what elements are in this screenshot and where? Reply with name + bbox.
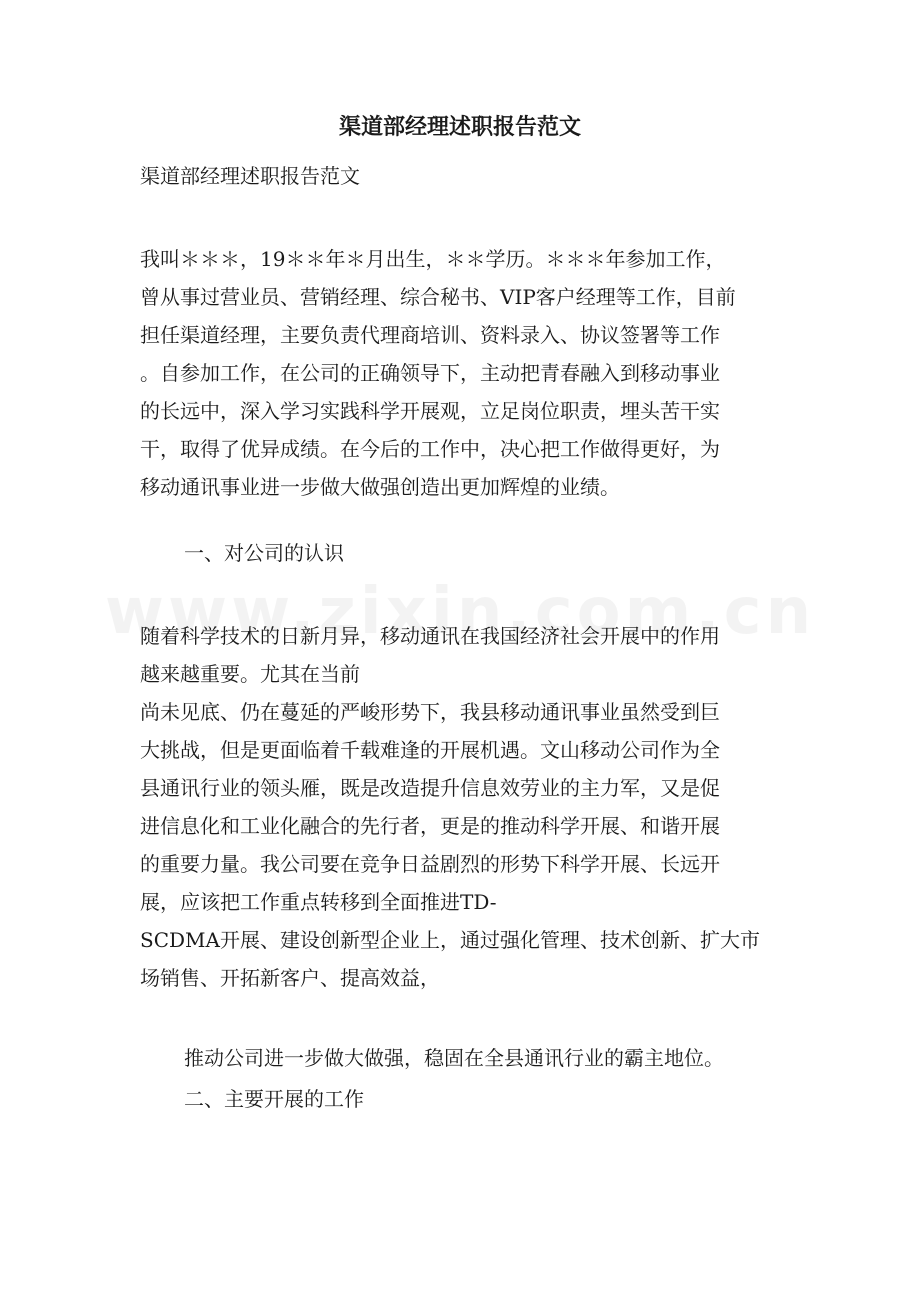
paragraph-intro [140,240,780,506]
text-line: 干，取得了优异成绩。在今后的工作中，决心把工作做得更好，为 [140,437,720,461]
text-line: 的重要力量。我公司要在竞争日益剧烈的形势下科学开展、长远开 [140,852,720,876]
paragraph-conclusion: 推动公司进一步做大做强，稳固在全县通讯行业的霸主地位。 [184,1046,724,1070]
text-line: 大挑战，但是更面临着千载难逢的开展机遇。文山移动公司作为全 [140,738,720,762]
document-subtitle: 渠道部经理述职报告范文 [140,164,360,188]
paragraph-conclusion-block [140,1039,780,1077]
document-title: 渠道部经理述职报告范文 [338,114,581,140]
section-heading-2: 二、主要开展的工作 [184,1087,364,1111]
document-subtitle-block [140,157,780,195]
text-line: 尚未见底、仍在蔓延的严峻形势下，我县移动通讯事业虽然受到巨 [140,700,720,724]
text-line: SCDMA开展、建设创新型企业上，通过强化管理、技术创新、扩大市 [140,928,760,952]
text-line: 展，应该把工作重点转移到全面推进TD- [140,890,497,914]
text-line: 随着科学技术的日新月异，移动通讯在我国经济社会开展中的作用 [140,624,720,648]
paragraph-company-understanding [140,617,780,997]
text-line: 移动通讯事业进一步做大做强创造出更加辉煌的业绩。 [140,475,620,499]
text-line: 曾从事过营业员、营销经理、综合秘书、VIP客户经理等工作，目前 [140,285,736,309]
text-line: 越来越重要。尤其在当前 [140,662,360,686]
text-line: 县通讯行业的领头雁，既是改造提升信息效劳业的主力军，又是促 [140,776,720,800]
text-line: 场销售、开拓新客户、提高效益， [140,966,440,990]
text-line: 担任渠道经理，主要负责代理商培训、资料录入、协议签署等工作 [140,323,720,347]
section-heading-1: 一、对公司的认识 [184,541,344,565]
text-line: 的长远中，深入学习实践科学开展观，立足岗位职责，埋头苦干实 [140,399,720,423]
text-line: 。自参加工作，在公司的正确领导下，主动把青春融入到移动事业 [140,361,720,385]
section-heading-block-2 [140,1080,780,1118]
section-heading-block [140,534,780,572]
text-line: 进信息化和工业化融合的先行者，更是的推动科学开展、和谐开展 [140,814,720,838]
text-line: 我叫＊＊＊，19＊＊年＊月出生，＊＊学历。＊＊＊年参加工作， [140,247,726,271]
